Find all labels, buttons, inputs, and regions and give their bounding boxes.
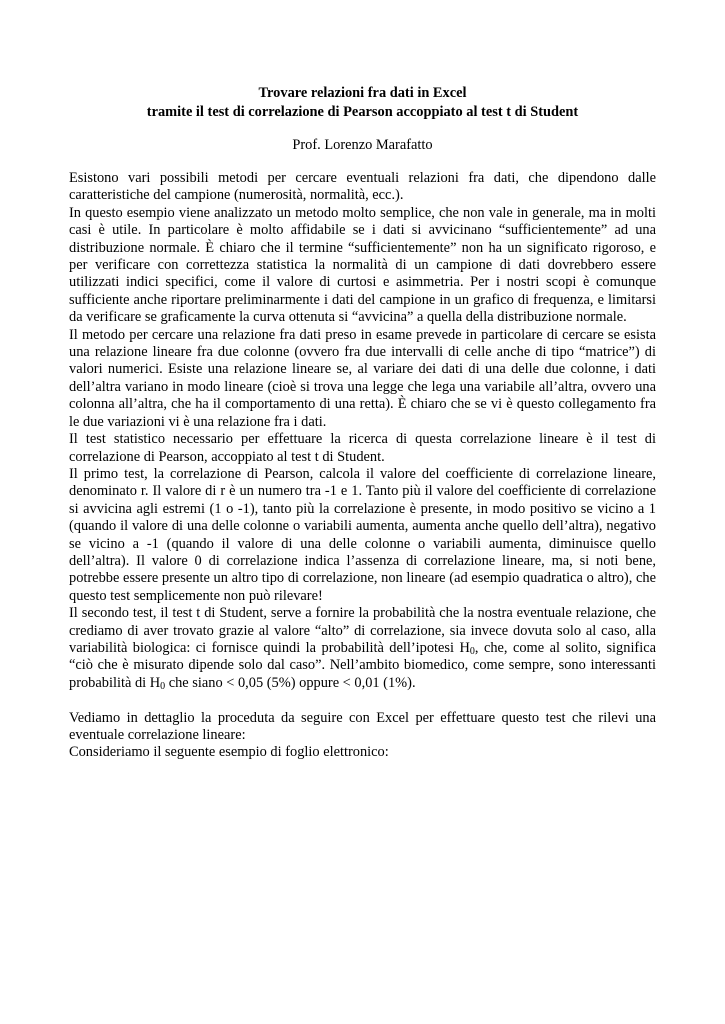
paragraph-5: Il primo test, la correlazione di Pearson, calcola il valore del coefficiente di correlazione lineare, denominato r. Il valore di r è un numero tra -1 e 1. Tanto più il valore del coefficiente di correlazione si avvicina agli estremi (1 o -1), tanto più la correlazione è presente, in modo positivo se vicino a 1 (quando il valore di una delle colonne o variabili aumenta, aumenta anche quello dell’altra), negativo se vicino a -1 (quando il valore di una delle colonne o variabili aumenta, diminuisce quello dell’altra). Il valore 0 di correlazione indica l’assenza di correlazione lineare, ma, si noti bene, potrebbe essere presente un altro tipo di correlazione, non lineare (ad esempio quadratica o altro), che questo test semplicemente non può rilevare!: [69, 465, 656, 604]
paragraph-6: [69, 605, 656, 692]
paragraph-6-part-c: che siano < 0,05 (5%) oppure < 0,01 (1%).: [165, 674, 416, 691]
h0-subscript-1: 0: [469, 645, 475, 657]
paragraph-4: Il test statistico necessario per effettuare la ricerca di questa correlazione lineare è il test di correlazione di Pearson, accoppiato al test t di Student.: [69, 431, 656, 465]
paragraph-8: Consideriamo il seguente esempio di foglio elettronico:: [69, 744, 389, 761]
paragraph-7: Vediamo in dettaglio la proceduta da seguire con Excel per effettuare questo test che rilevi una eventuale correlazione lineare:: [69, 709, 656, 743]
paragraph-6-part-a: Il secondo test, il test t di Student, serve a fornire la probabilità che la nostra eventuale relazione, che crediamo di aver trovato grazie al valore “alto” di correlazione, sia invece dovuta solo al caso, alla variabilità biologica: ci fornisce quindi la probabilità dell’ipotesi H: [69, 605, 656, 656]
author-line: Prof. Lorenzo Marafatto: [292, 137, 433, 153]
paragraph-2: In questo esempio viene analizzato un metodo molto semplice, che non vale in generale, ma in molti casi è utile. In particolare è molto affidabile se i dati si avvicinano “sufficientemente” ad una distribuzione normale. È chiaro che il termine “sufficientemente” non ha un significato rigoroso, e per verificare con correttezza statistica la normalità di un campione di dati dovrebbero essere utilizzati indici specifici, come il valore di curtosi e asimmetria. Per i nostri scopi è comunque sufficiente anche riportare preliminarmente i dati del campione in un grafico di frequenza, e limitarsi da verificare se graficamente la curva ottenuta si “avvicina” a quella della distribuzione normale.: [69, 204, 656, 326]
title-line-2: tramite il test di correlazione di Pearson accoppiato al test t di Student: [146, 104, 579, 120]
h0-subscript-2: 0: [160, 680, 166, 692]
document-title: [69, 84, 656, 122]
title-line-1: Trovare relazioni fra dati in Excel: [258, 85, 467, 101]
document-body: [69, 170, 656, 762]
paragraph-6-part-b: , che, come al solito, significa “ciò che è misurato dipende solo dal caso”. Nell’ambito biomedico, come sempre, sono interessanti probabilità di H: [69, 639, 657, 691]
paragraph-1: Esistono vari possibili metodi per cercare eventuali relazioni fra dati, che dipendono dalle caratteristiche del campione (numerosità, normalità, ecc.).: [69, 170, 656, 204]
paragraph-3: Il metodo per cercare una relazione fra dati preso in esame prevede in particolare di cercare se esista una relazione lineare fra due colonne (ovvero fra due intervalli di celle anche di tipo “matrice”) di valori numerici. Esiste una relazione lineare se, al variare dei dati di una delle due colonne, i dati dell’altra variano in modo lineare (cioè si trova una legge che lega una variabile all’altra, ovvero una colonna all’altra, che ha il comportamento di una retta). È chiaro che se vi è questo collegamento fra le due variazioni vi è una relazione fra i dati.: [69, 326, 656, 430]
